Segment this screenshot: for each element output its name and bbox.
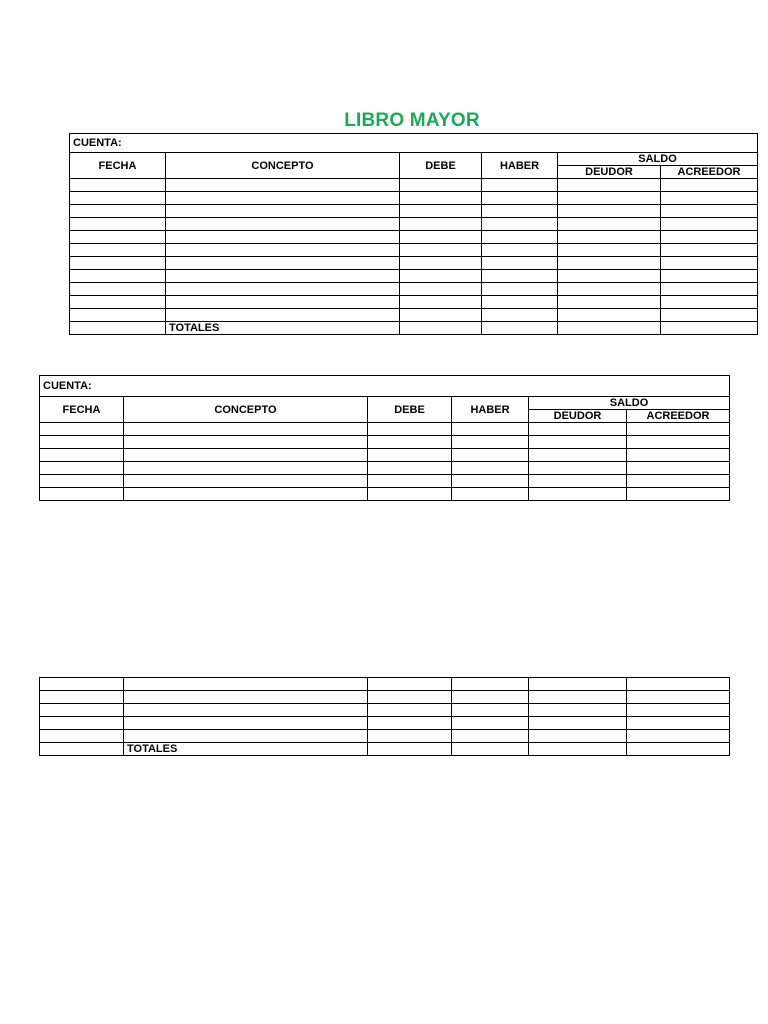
page-title: LIBRO MAYOR (344, 110, 480, 131)
fecha-cell[interactable] (70, 244, 166, 257)
table-row (70, 244, 758, 257)
deudor-cell[interactable] (558, 270, 661, 283)
debe-cell[interactable] (368, 691, 452, 704)
fecha-cell[interactable] (70, 192, 166, 205)
total-haber-cell[interactable] (452, 743, 529, 756)
table-row (40, 730, 730, 743)
table-row (40, 449, 730, 462)
haber-cell[interactable] (482, 296, 558, 309)
haber-cell[interactable] (452, 730, 529, 743)
total-deudor-cell[interactable] (529, 743, 627, 756)
ledger-table-3 (39, 677, 730, 756)
deudor-cell[interactable] (529, 704, 627, 717)
haber-cell[interactable] (482, 179, 558, 192)
haber-cell[interactable] (482, 244, 558, 257)
concepto-cell[interactable] (166, 179, 400, 192)
table-row (40, 704, 730, 717)
fecha-cell[interactable] (40, 678, 124, 691)
acreedor-cell[interactable] (661, 244, 758, 257)
col-header-concepto: CONCEPTO (124, 397, 368, 423)
fecha-cell[interactable] (40, 475, 124, 488)
concepto-cell[interactable] (166, 218, 400, 231)
fecha-cell[interactable] (70, 179, 166, 192)
concepto-cell[interactable] (124, 717, 368, 730)
col-header-saldo: SALDO (558, 153, 758, 166)
deudor-cell[interactable] (558, 179, 661, 192)
concepto-cell[interactable] (124, 423, 368, 436)
acreedor-cell[interactable] (661, 283, 758, 296)
deudor-cell[interactable] (529, 678, 627, 691)
table-row (40, 488, 730, 501)
table-row (40, 423, 730, 436)
concepto-cell[interactable] (124, 704, 368, 717)
fecha-cell[interactable] (40, 717, 124, 730)
fecha-cell[interactable] (70, 270, 166, 283)
col-header-fecha: FECHA (40, 397, 124, 423)
total-acreedor-cell[interactable] (627, 743, 730, 756)
acreedor-cell[interactable] (661, 296, 758, 309)
acreedor-cell[interactable] (661, 270, 758, 283)
fecha-cell[interactable] (40, 449, 124, 462)
fecha-cell[interactable] (70, 283, 166, 296)
totals-row (70, 322, 758, 335)
acreedor-cell[interactable] (627, 488, 730, 501)
fecha-cell[interactable] (70, 296, 166, 309)
fecha-cell[interactable] (40, 704, 124, 717)
debe-cell[interactable] (368, 704, 452, 717)
acreedor-cell[interactable] (627, 717, 730, 730)
fecha-cell[interactable] (70, 309, 166, 322)
totales-label: TOTALES (166, 322, 400, 335)
debe-cell[interactable] (400, 270, 482, 283)
fecha-cell[interactable] (40, 423, 124, 436)
table-row (40, 462, 730, 475)
fecha-cell[interactable] (40, 488, 124, 501)
haber-cell[interactable] (452, 717, 529, 730)
concepto-cell[interactable] (124, 730, 368, 743)
debe-cell[interactable] (368, 475, 452, 488)
fecha-cell[interactable] (40, 462, 124, 475)
fecha-cell[interactable] (70, 257, 166, 270)
concepto-cell[interactable] (124, 449, 368, 462)
fecha-cell[interactable] (40, 691, 124, 704)
table-row (70, 231, 758, 244)
debe-cell[interactable] (400, 231, 482, 244)
deudor-cell[interactable] (529, 449, 627, 462)
col-header-fecha: FECHA (70, 153, 166, 179)
acreedor-cell[interactable] (627, 436, 730, 449)
table-row (70, 205, 758, 218)
deudor-cell[interactable] (558, 244, 661, 257)
debe-cell[interactable] (400, 218, 482, 231)
cuenta-label: CUENTA: (40, 376, 730, 397)
debe-cell[interactable] (400, 257, 482, 270)
haber-cell[interactable] (482, 231, 558, 244)
col-header-haber: HABER (452, 397, 529, 423)
deudor-cell[interactable] (558, 257, 661, 270)
acreedor-cell[interactable] (661, 231, 758, 244)
col-header-acreedor: ACREEDOR (661, 166, 758, 179)
total-acreedor-cell[interactable] (661, 322, 758, 335)
debe-cell[interactable] (400, 244, 482, 257)
debe-cell[interactable] (400, 205, 482, 218)
total-debe-cell[interactable] (368, 743, 452, 756)
concepto-cell[interactable] (166, 205, 400, 218)
concepto-cell[interactable] (124, 462, 368, 475)
haber-cell[interactable] (482, 192, 558, 205)
acreedor-cell[interactable] (661, 192, 758, 205)
deudor-cell[interactable] (529, 462, 627, 475)
table-row (40, 436, 730, 449)
concepto-cell[interactable] (124, 488, 368, 501)
haber-cell[interactable] (452, 475, 529, 488)
col-header-deudor: DEUDOR (558, 166, 661, 179)
debe-cell[interactable] (368, 462, 452, 475)
ledger-table-2 (39, 375, 730, 501)
haber-cell[interactable] (482, 309, 558, 322)
fecha-cell[interactable] (70, 205, 166, 218)
ledger-table-1 (69, 133, 758, 335)
table-row (70, 257, 758, 270)
concepto-cell[interactable] (166, 283, 400, 296)
debe-cell[interactable] (368, 488, 452, 501)
fecha-cell[interactable] (70, 218, 166, 231)
cuenta-label: CUENTA: (70, 134, 758, 153)
haber-cell[interactable] (452, 462, 529, 475)
col-header-haber: HABER (482, 153, 558, 179)
col-header-saldo: SALDO (529, 397, 730, 410)
table-row (40, 678, 730, 691)
debe-cell[interactable] (368, 423, 452, 436)
totals-row (40, 743, 730, 756)
total-haber-cell[interactable] (482, 322, 558, 335)
haber-cell[interactable] (482, 257, 558, 270)
ledger-rows (40, 678, 730, 743)
table-row (70, 283, 758, 296)
debe-cell[interactable] (400, 296, 482, 309)
debe-cell[interactable] (368, 436, 452, 449)
table-row (40, 475, 730, 488)
deudor-cell[interactable] (529, 475, 627, 488)
haber-cell[interactable] (482, 218, 558, 231)
acreedor-cell[interactable] (661, 309, 758, 322)
table-cell[interactable] (40, 743, 124, 756)
col-header-debe: DEBE (400, 153, 482, 179)
haber-cell[interactable] (482, 205, 558, 218)
acreedor-cell[interactable] (627, 730, 730, 743)
concepto-cell[interactable] (166, 231, 400, 244)
deudor-cell[interactable] (529, 423, 627, 436)
debe-cell[interactable] (400, 283, 482, 296)
acreedor-cell[interactable] (661, 257, 758, 270)
haber-cell[interactable] (452, 423, 529, 436)
acreedor-cell[interactable] (627, 449, 730, 462)
concepto-cell[interactable] (166, 192, 400, 205)
table-row (70, 309, 758, 322)
concepto-cell[interactable] (166, 296, 400, 309)
debe-cell[interactable] (400, 309, 482, 322)
concepto-cell[interactable] (124, 678, 368, 691)
table-row (70, 179, 758, 192)
fecha-cell[interactable] (40, 436, 124, 449)
deudor-cell[interactable] (529, 488, 627, 501)
acreedor-cell[interactable] (661, 218, 758, 231)
haber-cell[interactable] (452, 488, 529, 501)
acreedor-cell[interactable] (627, 691, 730, 704)
haber-cell[interactable] (452, 704, 529, 717)
concepto-cell[interactable] (124, 436, 368, 449)
haber-cell[interactable] (452, 449, 529, 462)
col-header-acreedor: ACREEDOR (627, 410, 730, 423)
col-header-deudor: DEUDOR (529, 410, 627, 423)
debe-cell[interactable] (400, 192, 482, 205)
acreedor-cell[interactable] (627, 704, 730, 717)
deudor-cell[interactable] (558, 231, 661, 244)
concepto-cell[interactable] (166, 309, 400, 322)
deudor-cell[interactable] (529, 436, 627, 449)
acreedor-cell[interactable] (661, 179, 758, 192)
debe-cell[interactable] (368, 730, 452, 743)
fecha-cell[interactable] (40, 730, 124, 743)
total-debe-cell[interactable] (400, 322, 482, 335)
fecha-cell[interactable] (70, 231, 166, 244)
deudor-cell[interactable] (529, 730, 627, 743)
deudor-cell[interactable] (558, 283, 661, 296)
total-deudor-cell[interactable] (558, 322, 661, 335)
acreedor-cell[interactable] (627, 462, 730, 475)
ledger-rows (70, 179, 758, 322)
concepto-cell[interactable] (124, 691, 368, 704)
debe-cell[interactable] (368, 678, 452, 691)
table-row (70, 296, 758, 309)
table-row (70, 270, 758, 283)
col-header-debe: DEBE (368, 397, 452, 423)
haber-cell[interactable] (482, 270, 558, 283)
deudor-cell[interactable] (558, 296, 661, 309)
haber-cell[interactable] (482, 283, 558, 296)
table-row (40, 691, 730, 704)
debe-cell[interactable] (368, 449, 452, 462)
acreedor-cell[interactable] (661, 205, 758, 218)
ledger-rows (40, 423, 730, 501)
col-header-concepto: CONCEPTO (166, 153, 400, 179)
haber-cell[interactable] (452, 678, 529, 691)
deudor-cell[interactable] (558, 218, 661, 231)
table-cell[interactable] (70, 322, 166, 335)
haber-cell[interactable] (452, 691, 529, 704)
deudor-cell[interactable] (558, 192, 661, 205)
concepto-cell[interactable] (124, 475, 368, 488)
debe-cell[interactable] (368, 717, 452, 730)
table-row (70, 218, 758, 231)
debe-cell[interactable] (400, 179, 482, 192)
acreedor-cell[interactable] (627, 475, 730, 488)
concepto-cell[interactable] (166, 270, 400, 283)
haber-cell[interactable] (452, 436, 529, 449)
concepto-cell[interactable] (166, 244, 400, 257)
acreedor-cell[interactable] (627, 423, 730, 436)
deudor-cell[interactable] (529, 717, 627, 730)
acreedor-cell[interactable] (627, 678, 730, 691)
concepto-cell[interactable] (166, 257, 400, 270)
totales-label: TOTALES (124, 743, 368, 756)
table-row (70, 192, 758, 205)
deudor-cell[interactable] (558, 205, 661, 218)
deudor-cell[interactable] (529, 691, 627, 704)
table-row (40, 717, 730, 730)
deudor-cell[interactable] (558, 309, 661, 322)
